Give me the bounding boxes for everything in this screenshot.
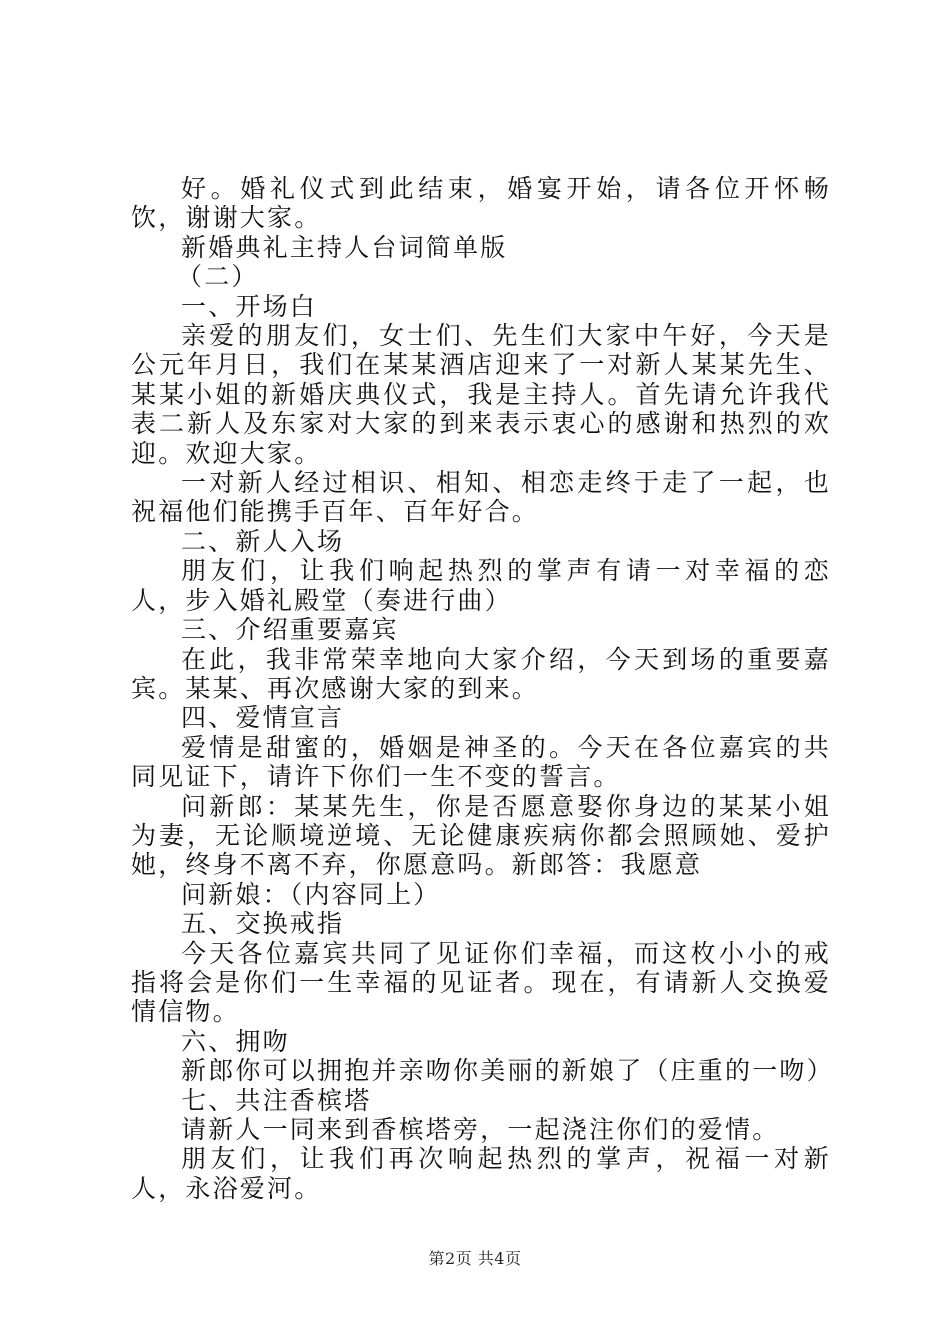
page-number-footer: 第2页 共4页 [428, 1249, 522, 1268]
heading-rings: 五、交换戒指 [181, 909, 345, 939]
paragraph: 请新人一同来到香槟塔旁，一起浇注你们的爱情。 [181, 1115, 780, 1144]
heading-guests: 三、介绍重要嘉宾 [181, 615, 399, 645]
heading-kiss: 六、拥吻 [181, 1026, 290, 1056]
paragraph: 问新郎：某某先生，你是否愿意娶你身边的某某小姐为妻，无论顺境逆境、无论健康疾病你都会照顾她、爱护她，终身不离不弃，你愿意吗。新郎答：我愿意 [131, 791, 831, 880]
heading-champagne: 七、共注香槟塔 [181, 1085, 372, 1115]
paragraph: 好。婚礼仪式到此结束，婚宴开始，请各位开怀畅饮，谢谢大家。 [131, 174, 831, 233]
paragraph: 新郎你可以拥抱并亲吻你美丽的新娘了（庄重的一吻） [181, 1056, 834, 1086]
paragraph: 朋友们，让我们响起热烈的掌声有请一对幸福的恋人，步入婚礼殿堂（奏进行曲） [131, 556, 831, 615]
paragraph: 爱情是甜蜜的，婚姻是神圣的。今天在各位嘉宾的共同见证下，请许下你们一生不变的誓言。 [131, 732, 831, 792]
paragraph: 今天各位嘉宾共同了见证你们幸福，而这枚小小的戒指将会是你们一生幸福的见证者。现在，有请新人交换爱情信物。 [131, 938, 831, 1027]
paragraph: 问新娘：（内容同上） [181, 879, 441, 909]
section-number: （二） [177, 262, 259, 292]
heading-entrance: 二、新人入场 [181, 526, 345, 556]
heading-vows: 四、爱情宣言 [181, 703, 345, 733]
paragraph: 朋友们，让我们再次响起热烈的掌声，祝福一对新人，永浴爱河。 [131, 1144, 831, 1203]
section-title: 新婚典礼主持人台词简单版 [181, 232, 508, 262]
paragraph: 在此，我非常荣幸地向大家介绍，今天到场的重要嘉宾。某某、再次感谢大家的到来。 [131, 644, 831, 703]
paragraph: 亲爱的朋友们，女士们、先生们大家中午好，今天是公元年月日，我们在某某酒店迎来了一对新人某某先生、某某小姐的新婚庆典仪式，我是主持人。首先请允许我代表二新人及东家对大家的到来表示衷心的感谢和热烈的欢迎。欢迎大家。 [131, 321, 831, 468]
paragraph: 一对新人经过相识、相知、相恋走终于走了一起，也祝福他们能携手百年、百年好合。 [131, 468, 831, 527]
heading-opening: 一、开场白 [181, 291, 318, 321]
document-body [131, 174, 834, 1203]
